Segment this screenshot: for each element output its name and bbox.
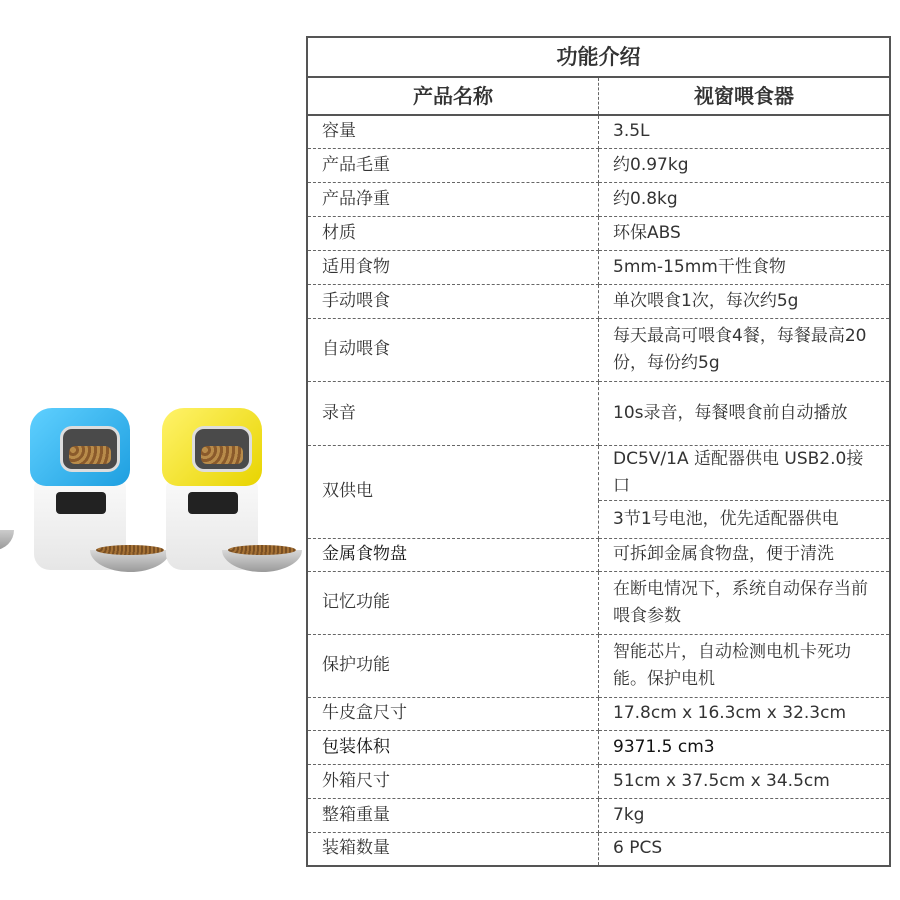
row-label: 记忆功能 <box>307 571 599 634</box>
header-value: 视窗喂食器 <box>599 77 891 115</box>
row-value: 智能芯片，自动检测电机卡死功能。保护电机 <box>599 634 891 697</box>
row-label: 金属食物盘 <box>307 538 599 571</box>
table-row <box>307 318 890 381</box>
row-label: 材质 <box>307 216 599 250</box>
table-row <box>307 634 890 697</box>
row-value: 约0.8kg <box>599 182 891 216</box>
display-panel <box>56 492 106 514</box>
display-panel <box>188 492 238 514</box>
row-value: 7kg <box>599 798 891 832</box>
table-row <box>307 832 890 866</box>
row-value: 5mm-15mm干性食物 <box>599 250 891 284</box>
row-value: 约0.97kg <box>599 148 891 182</box>
table-title: 功能介绍 <box>307 37 890 77</box>
table-row <box>307 216 890 250</box>
row-label: 适用食物 <box>307 250 599 284</box>
row-value-secondary: 3节1号电池，优先适配器供电 <box>599 500 891 538</box>
table-row <box>307 115 890 148</box>
row-value: 3.5L <box>599 115 891 148</box>
row-value: 在断电情况下，系统自动保存当前喂食参数 <box>599 571 891 634</box>
row-value: 10s录音，每餐喂食前自动播放 <box>599 381 891 445</box>
row-label: 录音 <box>307 381 599 445</box>
row-value: 17.8cm x 16.3cm x 32.3cm <box>599 697 891 730</box>
row-label: 手动喂食 <box>307 284 599 318</box>
table-row <box>307 182 890 216</box>
row-label: 保护功能 <box>307 634 599 697</box>
partial-bowl <box>0 530 14 550</box>
table-row <box>307 250 890 284</box>
row-label: 容量 <box>307 115 599 148</box>
spec-table <box>306 36 891 867</box>
food-window <box>192 426 252 472</box>
table-row <box>307 148 890 182</box>
food-window <box>60 426 120 472</box>
row-label: 外箱尺寸 <box>307 764 599 798</box>
row-label: 整箱重量 <box>307 798 599 832</box>
header-name: 产品名称 <box>307 77 599 115</box>
row-label: 自动喂食 <box>307 318 599 381</box>
table-row <box>307 538 890 571</box>
row-value: 9371.5 cm3 <box>599 730 891 764</box>
row-value: 6 PCS <box>599 832 891 866</box>
table-row <box>307 798 890 832</box>
row-value: 环保ABS <box>599 216 891 250</box>
table-row <box>307 730 890 764</box>
table-row <box>307 284 890 318</box>
row-label: 产品毛重 <box>307 148 599 182</box>
row-label: 产品净重 <box>307 182 599 216</box>
table-row <box>307 697 890 730</box>
product-photo <box>0 380 300 580</box>
row-value: 每天最高可喂食4餐，每餐最高20份，每份约5g <box>599 318 891 381</box>
feeder-head <box>162 408 262 486</box>
row-label: 牛皮盒尺寸 <box>307 697 599 730</box>
row-label: 双供电 <box>307 445 599 538</box>
table-row <box>307 381 890 445</box>
row-label: 装箱数量 <box>307 832 599 866</box>
row-label: 包装体积 <box>307 730 599 764</box>
feeder-head <box>30 408 130 486</box>
row-value: 单次喂食1次，每次约5g <box>599 284 891 318</box>
row-value: DC5V/1A 适配器供电 USB2.0接口 <box>599 445 891 500</box>
table-row <box>307 445 890 500</box>
row-value: 51cm x 37.5cm x 34.5cm <box>599 764 891 798</box>
table-row <box>307 571 890 634</box>
table-row <box>307 764 890 798</box>
table-title-row <box>307 37 890 77</box>
row-value: 可拆卸金属食物盘，便于清洗 <box>599 538 891 571</box>
table-header-row <box>307 77 890 115</box>
